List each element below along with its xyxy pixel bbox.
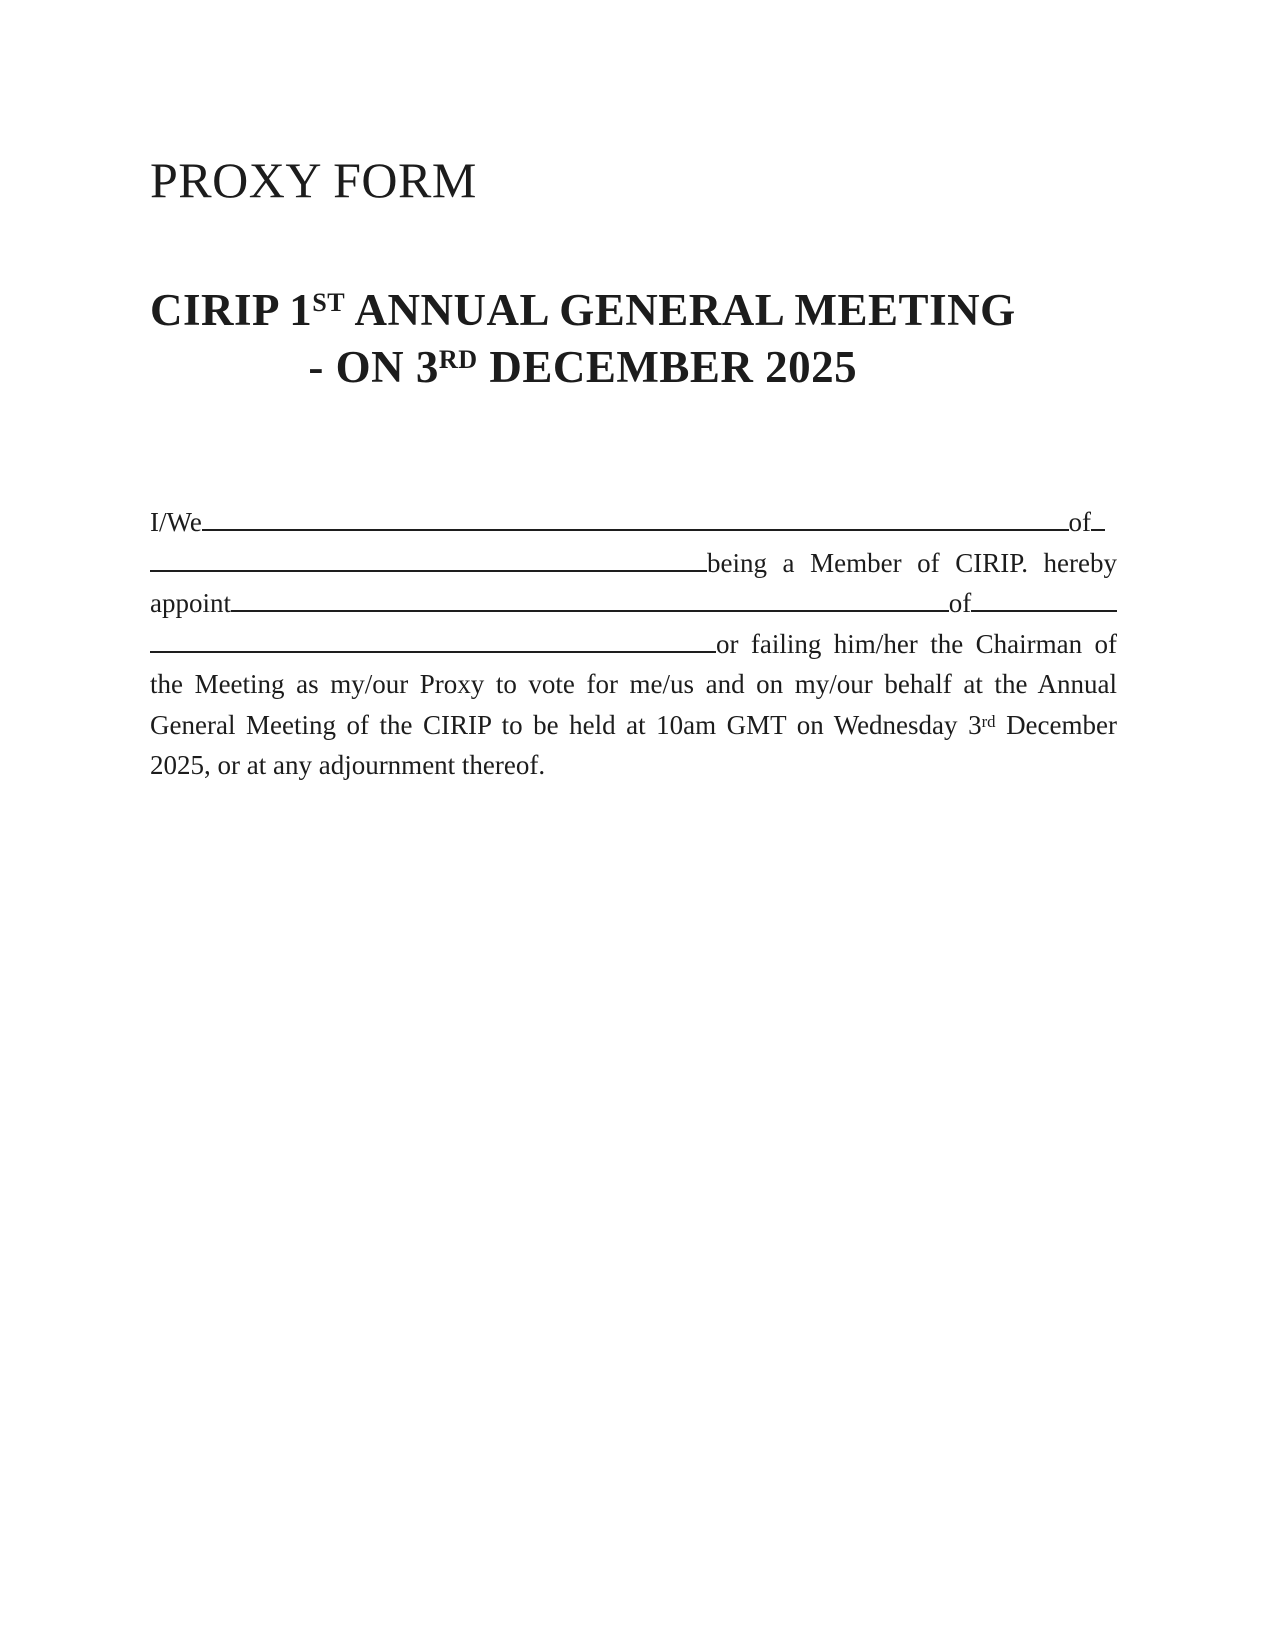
meeting-heading: [150, 285, 1016, 399]
of-label-2: of: [948, 588, 972, 618]
paragraph-line-6: [150, 705, 1117, 746]
proxy-address-blank[interactable]: [150, 651, 716, 653]
line6-pre: General Meeting of the CIRIP to be held at 10am GMT on Wednesday 3: [150, 709, 982, 740]
failing-chairman-text: or failing him/her the Chairman of: [716, 628, 1117, 659]
meeting-heading-line2: [150, 342, 1016, 399]
paragraph-line-3: [150, 583, 1117, 624]
of-label-1: of: [1068, 507, 1091, 537]
paragraph-line-4: [150, 624, 1117, 665]
member-address-blank[interactable]: [150, 570, 707, 572]
paragraph-line-5: the Meeting as my/our Proxy to vote for me/us and on my/our behalf at the Annual: [150, 669, 1117, 699]
paragraph-line-1: [150, 502, 1117, 543]
page-title: PROXY FORM: [150, 152, 477, 208]
proxy-appointment-paragraph: [150, 502, 1117, 786]
heading-line1-pre: CIRIP 1: [150, 285, 313, 335]
paragraph-line-7: 2025, or at any adjournment thereof.: [150, 750, 546, 780]
paragraph-line-2: [150, 543, 1117, 584]
proxy-address-blank-start[interactable]: [971, 610, 1117, 612]
i-we-label: I/We: [150, 507, 202, 537]
meeting-heading-wrap: [150, 285, 1117, 399]
document-content: [150, 0, 1117, 786]
line6-post: December: [995, 709, 1117, 740]
heading-line2-pre: - ON 3: [308, 342, 439, 392]
heading-line2-superscript: RD: [438, 345, 478, 375]
member-address-blank-start[interactable]: [1091, 529, 1105, 531]
member-name-blank[interactable]: [202, 529, 1069, 531]
meeting-heading-line1: [150, 285, 1016, 342]
heading-line1-superscript: ST: [312, 288, 346, 318]
appoint-label: appoint: [150, 588, 231, 618]
heading-line1-post: ANNUAL GENERAL MEETING: [345, 285, 1016, 335]
line6-superscript: rd: [981, 712, 996, 732]
proxy-name-blank[interactable]: [231, 610, 949, 612]
member-of-cirip-text: being a Member of CIRIP. hereby: [707, 547, 1117, 578]
heading-line2-post: DECEMBER 2025: [477, 342, 858, 392]
